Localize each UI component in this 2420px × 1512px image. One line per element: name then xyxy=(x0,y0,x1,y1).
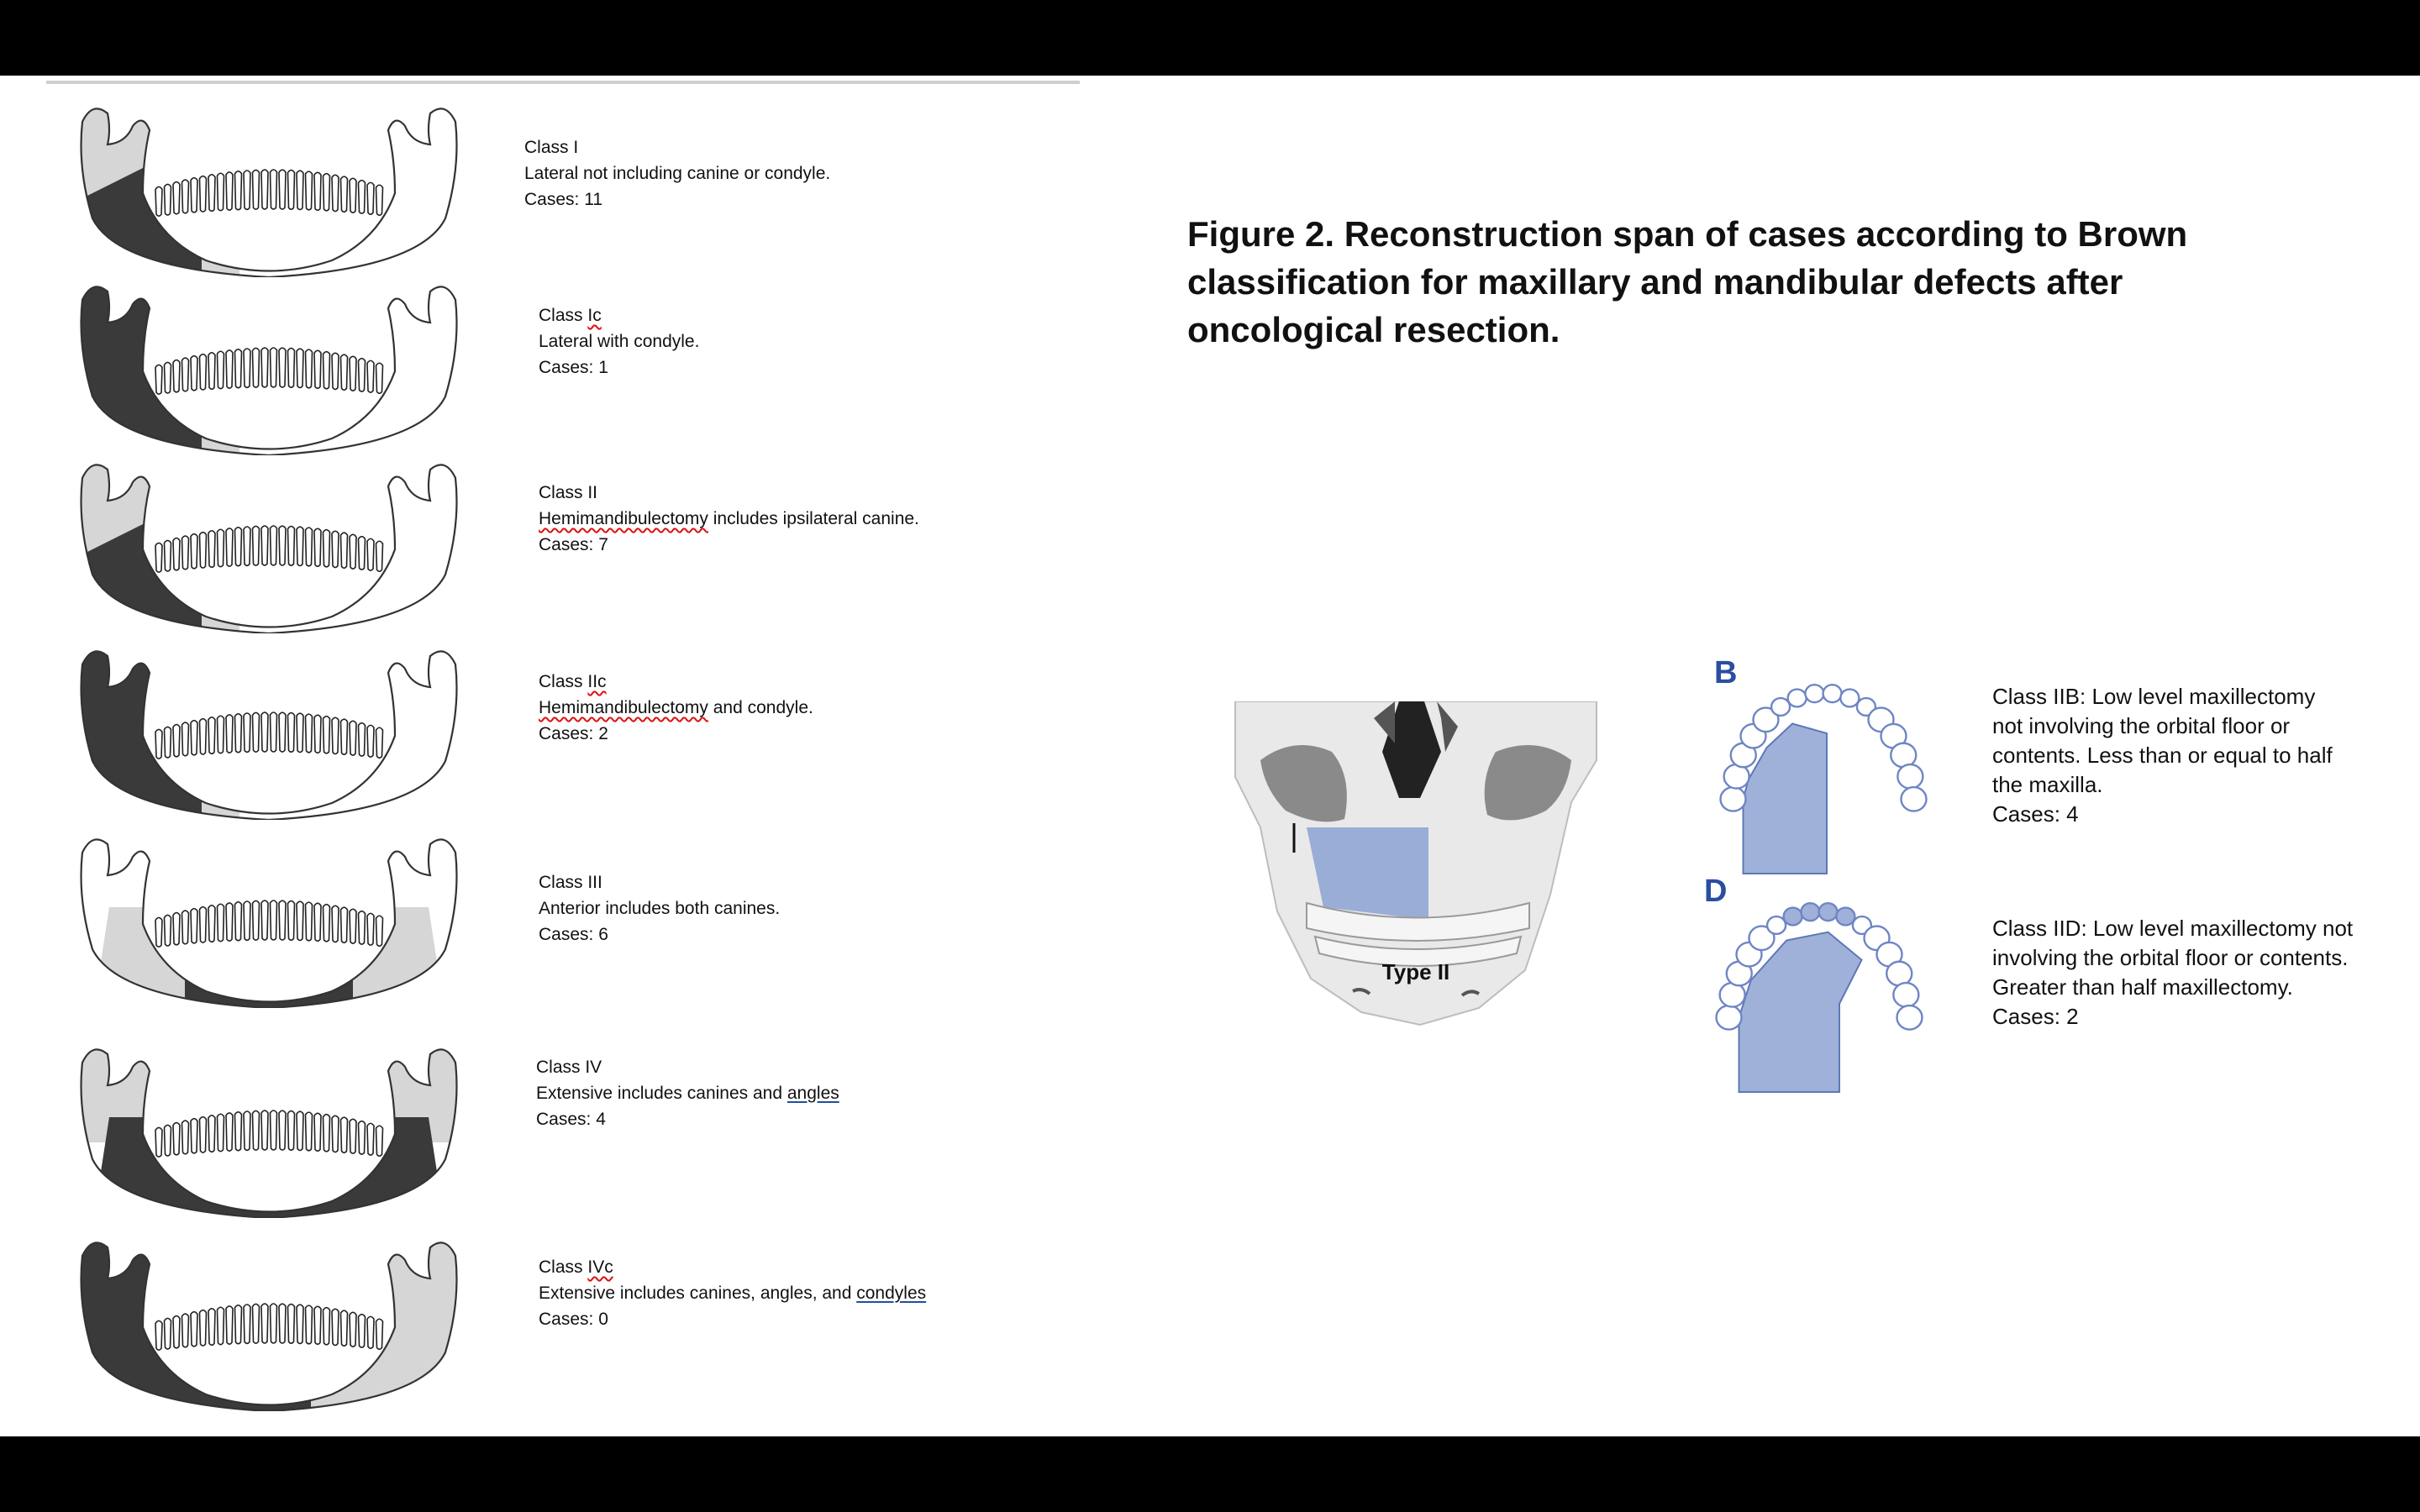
defect-region-right-ramus xyxy=(388,1226,462,1336)
class-description: Extensive includes canines, angles, and condyles xyxy=(539,1284,927,1303)
class-description-line: not involving the orbital floor or xyxy=(1992,713,2291,738)
arch-letter-b: B xyxy=(1714,655,1738,690)
class-cases: Cases: 11 xyxy=(524,190,602,209)
class-name: Class II xyxy=(539,483,598,502)
spellcheck-word: IIc xyxy=(587,672,607,691)
spellcheck-word: Ic xyxy=(587,306,602,325)
class-name: Class III xyxy=(539,873,602,892)
arch-letter-d: D xyxy=(1704,874,1728,909)
class-cases: Cases: 2 xyxy=(1992,1004,2079,1029)
class-description: Hemimandibulectomy and condyle. xyxy=(539,698,813,717)
caption-class-iii xyxy=(539,869,780,948)
class-cases: Cases: 4 xyxy=(1992,801,2079,827)
teeth xyxy=(155,526,383,572)
mandible-diagram-class-iii xyxy=(59,823,479,1008)
caption-class-ic xyxy=(539,302,699,381)
skull-type-label: Type II xyxy=(1381,959,1450,984)
maxilla-arch-class-iid xyxy=(1702,882,1937,1109)
class-description-line: Class IIB: Low level maxillectomy xyxy=(1992,684,2316,709)
class-name: Class Ic xyxy=(539,306,602,325)
link-word: condyles xyxy=(856,1284,927,1303)
caption-class-iv xyxy=(536,1054,839,1132)
teeth xyxy=(155,348,383,394)
teeth xyxy=(155,170,383,216)
teeth xyxy=(155,1304,383,1350)
caption-class-iic xyxy=(539,669,813,747)
class-name: Class IIc xyxy=(539,672,607,691)
teeth xyxy=(155,900,383,947)
class-name: Class IVc xyxy=(539,1257,613,1277)
caption-class-iib xyxy=(1992,682,2379,829)
teeth xyxy=(155,712,383,759)
class-cases: Cases: 4 xyxy=(536,1110,606,1129)
class-name: Class I xyxy=(524,138,579,157)
class-cases: Cases: 6 xyxy=(539,925,608,944)
figure-title: Figure 2. Reconstruction span of cases according to Brown classification for maxillary and mandibular defects after oncological resection. xyxy=(1187,214,2188,349)
spellcheck-word: Hemimandibulectomy xyxy=(539,509,708,528)
mandible-diagram-class-iic xyxy=(59,635,479,820)
slide xyxy=(0,76,2420,1436)
maxilla-arch-class-iib xyxy=(1706,664,1941,890)
mandible-diagram-class-i xyxy=(59,92,479,277)
top-divider xyxy=(46,81,1080,84)
class-description-line: Class IID: Low level maxillectomy not xyxy=(1992,916,2354,941)
class-description: Anterior includes both canines. xyxy=(539,899,781,918)
class-cases: Cases: 7 xyxy=(539,535,608,554)
caption-class-ii xyxy=(539,480,919,558)
mandible-diagram-class-ic xyxy=(59,270,479,455)
caption-class-ivc xyxy=(539,1254,926,1332)
spellcheck-word: Hemimandibulectomy xyxy=(539,698,708,717)
class-cases: Cases: 0 xyxy=(539,1310,608,1329)
class-name: Class IV xyxy=(536,1058,602,1077)
caption-class-i xyxy=(524,134,830,213)
class-description-line: Greater than half maxillectomy. xyxy=(1992,974,2293,1000)
class-cases: Cases: 2 xyxy=(539,724,608,743)
class-description-line: involving the orbital floor or contents. xyxy=(1992,945,2349,970)
class-cases: Cases: 1 xyxy=(539,358,608,377)
mandible-diagram-class-iv xyxy=(59,1033,479,1218)
spellcheck-word: IVc xyxy=(587,1257,613,1277)
class-description: Lateral with condyle. xyxy=(539,332,700,351)
teeth xyxy=(155,1110,383,1157)
class-description-line: contents. Less than or equal to half xyxy=(1992,743,2333,768)
class-description: Hemimandibulectomy includes ipsilateral canine. xyxy=(539,509,919,528)
class-description: Lateral not including canine or condyle. xyxy=(524,164,831,183)
link-word: angles xyxy=(786,1084,839,1103)
mandible-diagram-class-ivc xyxy=(59,1226,479,1411)
class-description: Extensive includes canines and angles xyxy=(536,1084,839,1103)
caption-class-iid xyxy=(1992,914,2387,1032)
mandible-diagram-class-ii xyxy=(59,449,479,633)
class-description-line: the maxilla. xyxy=(1992,772,2103,797)
